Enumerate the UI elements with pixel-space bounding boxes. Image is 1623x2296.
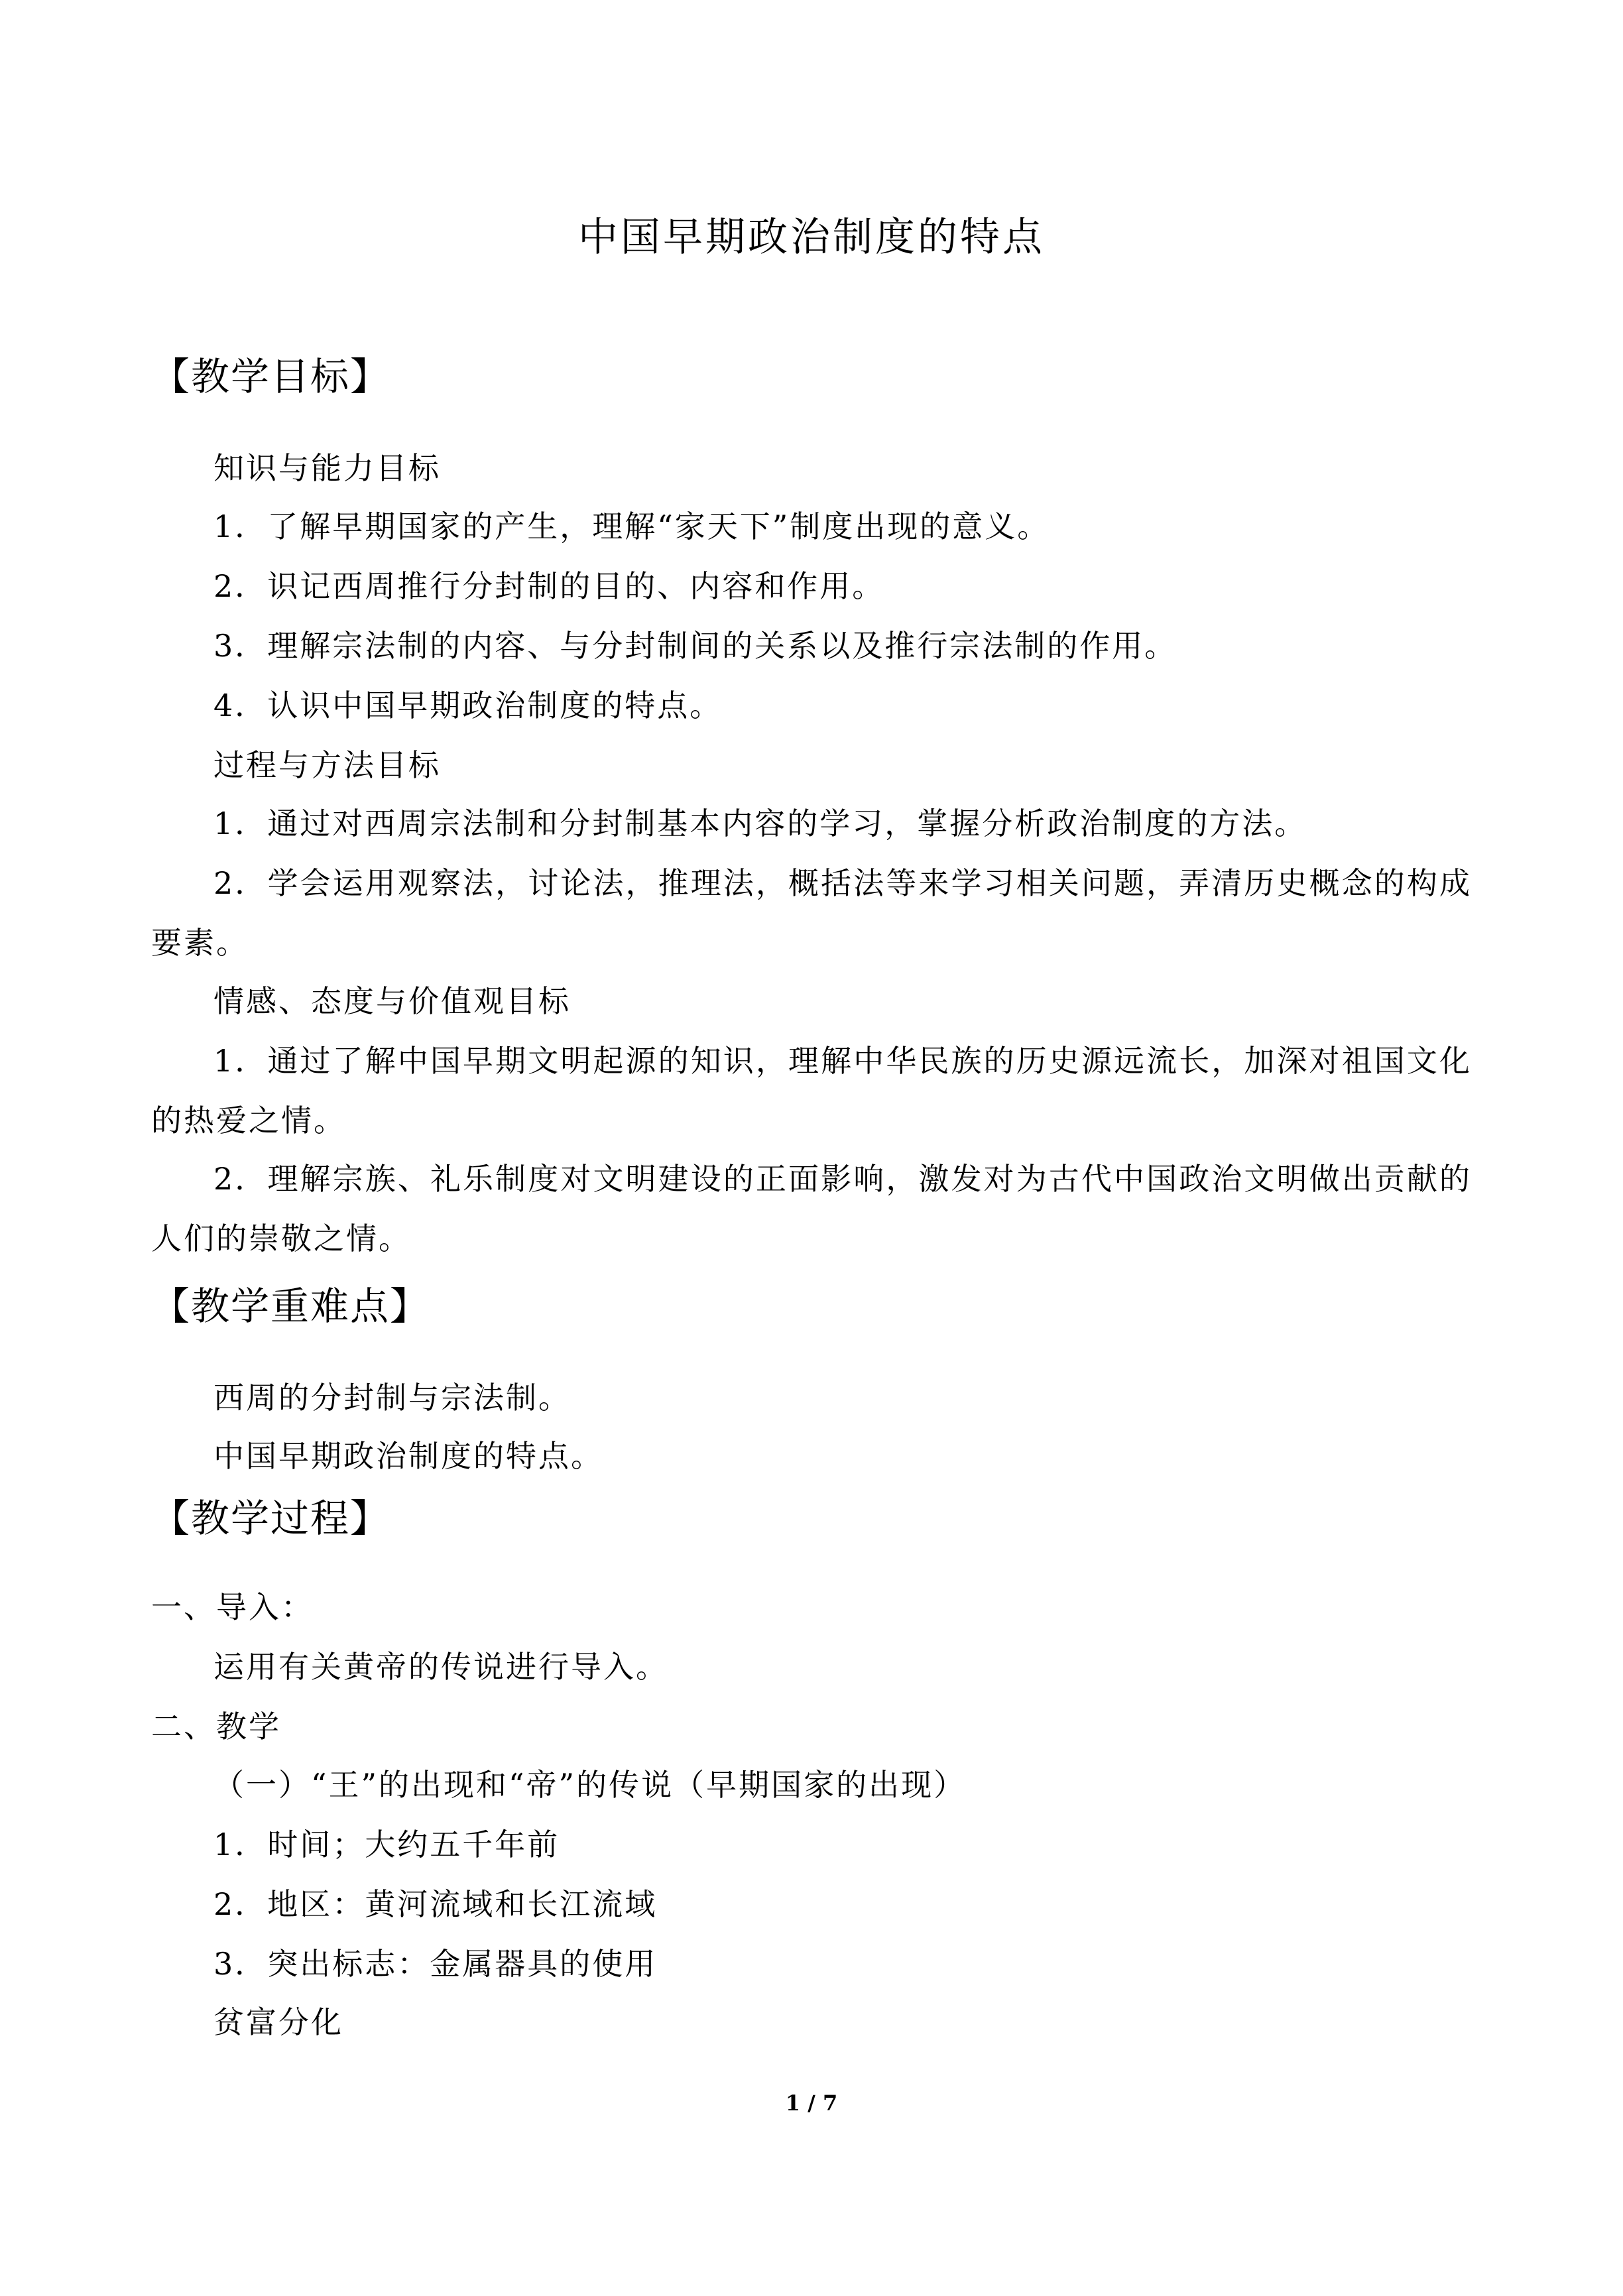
- section-heading-key: 【教学重难点】: [151, 1284, 430, 1329]
- key-item-1: 西周的分封制与宗法制。: [213, 1380, 571, 1416]
- subheading-process: 过程与方法目标: [213, 747, 441, 783]
- teach-item-2: 2．地区：黄河流域和长江流域: [213, 1886, 658, 1922]
- intro-text: 运用有关黄帝的传说进行导入。: [213, 1649, 668, 1685]
- section-heading-process: 【教学过程】: [151, 1496, 391, 1541]
- subheading-emotion: 情感、态度与价值观目标: [213, 983, 571, 1019]
- intro-heading: 一、导入：: [151, 1589, 314, 1625]
- key-item-2: 中国早期政治制度的特点。: [213, 1438, 603, 1474]
- emotion-item-2: 2．理解宗族、礼乐制度对文明建设的正面影响，激发对为古代中国政治文明做出贡献的: [213, 1161, 1472, 1197]
- page-number: 1 / 7: [785, 2090, 838, 2116]
- knowledge-item-2: 2．识记西周推行分封制的目的、内容和作用。: [213, 568, 885, 604]
- teach-heading: 二、教学: [151, 1709, 281, 1744]
- teach-item-3: 3．突出标志：金属器具的使用: [213, 1946, 658, 1982]
- knowledge-item-4: 4．认识中国早期政治制度的特点。: [213, 688, 723, 723]
- process-item-2-cont: 要素。: [151, 925, 249, 961]
- knowledge-item-3: 3．理解宗法制的内容、与分封制间的关系以及推行宗法制的作用。: [213, 628, 1177, 664]
- process-item-2: 2．学会运用观察法，讨论法，推理法，概括法等来学习相关问题，弄清历史概念的构成: [213, 865, 1472, 901]
- teach-item-1: 1．时间；大约五千年前: [213, 1827, 560, 1862]
- teach-item-4: 贫富分化: [213, 2004, 343, 2040]
- teach-subheading: （一）“王”的出现和“帝”的传说（早期国家的出现）: [213, 1767, 967, 1803]
- emotion-item-1: 1．通过了解中国早期文明起源的知识，理解中华民族的历史源远流长，加深对祖国文化: [213, 1043, 1472, 1079]
- document-title: 中国早期政治制度的特点: [578, 214, 1045, 261]
- process-item-1: 1．通过对西周宗法制和分封制基本内容的学习，掌握分析政治制度的方法。: [213, 806, 1307, 841]
- section-heading-goals: 【教学目标】: [151, 354, 391, 399]
- emotion-item-2-cont: 人们的崇敬之情。: [151, 1221, 411, 1256]
- subheading-knowledge: 知识与能力目标: [213, 450, 441, 486]
- emotion-item-1-cont: 的热爱之情。: [151, 1103, 346, 1138]
- knowledge-item-1: 1．了解早期国家的产生，理解“家天下”制度出现的意义。: [213, 509, 1050, 544]
